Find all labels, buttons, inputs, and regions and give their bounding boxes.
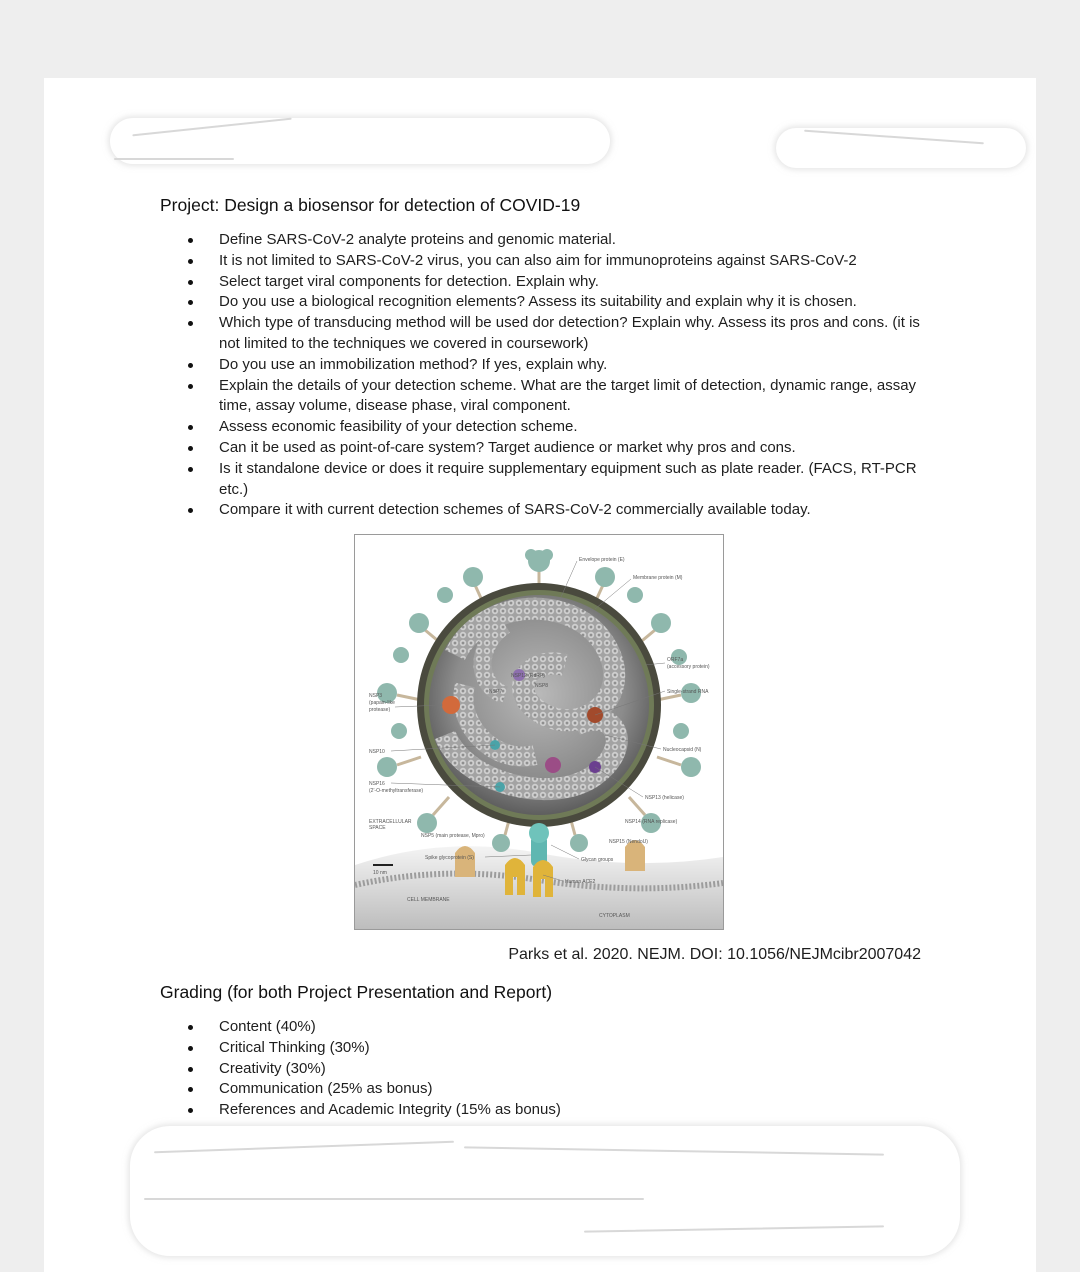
- label-nsp3-sub2: protease): [369, 707, 391, 713]
- label-cell-membrane: CELL MEMBRANE: [407, 897, 450, 903]
- label-human-ace2: Human ACE2: [565, 879, 596, 885]
- label-nucleocapsid: Nucleocapsid (N): [663, 747, 702, 753]
- grading-heading: Grading (for both Project Presentation and Report): [160, 982, 553, 1002]
- list-item: Which type of transducing method will be used dor detection? Explain why. Assess its pros and cons. (it is not limited to the techniques we covered in coursework): [160, 313, 930, 355]
- figure-caption: Parks et al. 2020. NEJM. DOI: 10.1056/NEJMcibr2007042: [508, 946, 921, 963]
- list-item: Select target viral components for detection. Explain why.: [160, 272, 930, 293]
- label-orf7a-sub: (accessory protein): [667, 664, 710, 670]
- list-item: Communication (25% as bonus): [160, 1079, 760, 1100]
- label-nsp15: NSP15 (NendoU): [609, 839, 648, 845]
- label-nsp7: NSP7: [489, 689, 503, 695]
- label-extracellular: EXTRACELLULAR: [369, 819, 412, 825]
- list-item: Assess economic feasibility of your detection scheme.: [160, 417, 930, 438]
- label-orf7a: ORF7a: [667, 657, 684, 663]
- project-heading: Project: Design a biosensor for detection of COVID-19: [160, 195, 581, 215]
- redacted-header-right: [776, 128, 1026, 168]
- virus-diagram: [355, 535, 723, 929]
- grading-criteria-list: [160, 1017, 760, 1121]
- list-item: Critical Thinking (30%): [160, 1038, 760, 1059]
- label-nsp14: NSP14 (RNA replicase): [625, 819, 678, 825]
- label-nsp16: NSP16: [369, 781, 385, 787]
- project-requirements-list: [160, 230, 930, 521]
- label-single-strand-rna: Single-strand RNA: [667, 689, 709, 695]
- label-extracellular-sub: SPACE: [369, 825, 386, 831]
- list-item: Define SARS-CoV-2 analyte proteins and genomic material.: [160, 230, 930, 251]
- label-nsp16-sub: (2'-O-methyltransferase): [369, 788, 424, 794]
- label-membrane-protein: Membrane protein (M): [633, 575, 683, 581]
- label-cytoplasm: CYTOPLASM: [599, 913, 630, 919]
- list-item: Is it standalone device or does it require supplementary equipment such as plate reader. (FACS, RT-PCR etc.): [160, 459, 930, 501]
- list-item: Can it be used as point-of-care system? Target audience or market why pros and cons.: [160, 438, 930, 459]
- list-item: Compare it with current detection schemes of SARS-CoV-2 commercially available today.: [160, 500, 930, 521]
- redacted-footer: [130, 1126, 960, 1256]
- sars-cov-2-illustration: [354, 534, 724, 930]
- list-item: Creativity (30%): [160, 1059, 760, 1080]
- label-nsp13: NSP13 (helicase): [645, 795, 684, 801]
- list-item: Explain the details of your detection scheme. What are the target limit of detection, dynamic range, assay time, assay volume, disease phase, viral component.: [160, 376, 930, 418]
- list-item: References and Academic Integrity (15% as bonus): [160, 1100, 760, 1121]
- label-nsp3-sub1: (papain-like: [369, 700, 395, 706]
- label-nsp10: NSP10: [369, 749, 385, 755]
- label-envelope-protein: Envelope protein (E): [579, 557, 625, 563]
- label-scale: 10 nm: [373, 870, 387, 876]
- document-page: [44, 78, 1036, 1272]
- label-spike-glycoprotein: Spike glycoprotein (S): [425, 855, 474, 861]
- list-item: Do you use an immobilization method? If yes, explain why.: [160, 355, 930, 376]
- label-nsp5: NSP5 (main protease, Mpro): [421, 833, 485, 839]
- redaction-scribble: [114, 158, 234, 160]
- redaction-scribble: [144, 1198, 644, 1200]
- list-item: Do you use a biological recognition elements? Assess its suitability and explain why it is chosen.: [160, 292, 930, 313]
- label-nsp3: NSP3: [369, 693, 383, 699]
- list-item: It is not limited to SARS-CoV-2 virus, you can also aim for immunoproteins against SARS-CoV-2: [160, 251, 930, 272]
- label-glycan-groups: Glycan groups: [581, 857, 614, 863]
- label-nsp12: NSP12 (RdRP): [511, 673, 545, 679]
- label-nsp8: NSP8: [535, 683, 549, 689]
- list-item: Content (40%): [160, 1017, 760, 1038]
